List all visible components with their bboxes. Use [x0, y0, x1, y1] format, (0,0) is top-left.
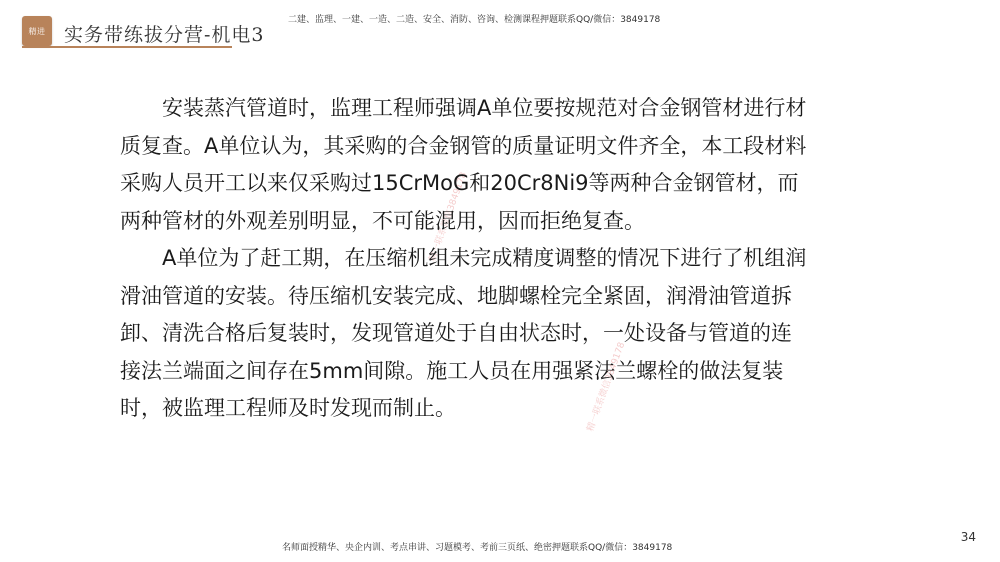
brand-logo — [22, 16, 52, 46]
course-title: 实务带练拔分营-机电3 — [64, 24, 265, 46]
page-number: 34 — [960, 530, 976, 544]
watermark-text: 精一联系微信3849178 — [585, 341, 628, 433]
bottom-contact-notice: 名师面授精华、央企内训、考点串讲、习题模考、考前三页纸、绝密押题联系QQ/微信：3849178 — [282, 543, 673, 553]
brand-logo-text: 精进 — [28, 26, 46, 36]
top-contact-notice: 二建、监理、一建、一造、二造、安全、消防、咨询、检测课程押题联系QQ/微信：3849178 — [288, 15, 661, 25]
watermark-text: 精一联系微信3849178 — [427, 171, 470, 263]
header-divider — [22, 46, 232, 48]
body-paragraph: 安装蒸汽管道时，监理工程师强调A单位要按规范对合金钢管材进行材质复查。A单位认为，其采购的合金钢管的质量证明文件齐全，本工段材料采购人员开工以来仅采购过15CrMoG和20Cr8Ni9等两种合金钢管材，而两种管材的外观差别明显，不可能混用，因而拒绝复查。 — [120, 96, 807, 233]
slide-body — [120, 90, 810, 428]
body-paragraph: A单位为了赶工期，在压缩机组未完成精度调整的情况下进行了机组润滑油管道的安装。待压缩机安装完成、地脚螺栓完全紧固，润滑油管道拆卸、清洗合格后复装时，发现管道处于自由状态时，一处设备与管道的连接法兰端面之间存在5mm间隙。施工人员在用强紧法兰螺栓的做法复装时，被监理工程师及时发现而制止。 — [120, 246, 807, 420]
